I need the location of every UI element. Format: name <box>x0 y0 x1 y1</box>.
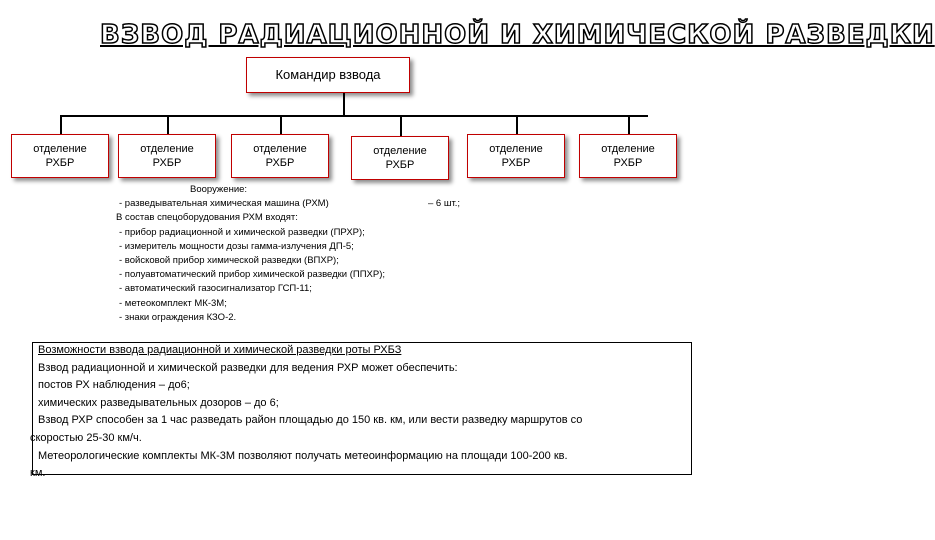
page-title: ВЗВОД РАДИАЦИОННОЙ И ХИМИЧЕСКОЙ РАЗВЕДКИ <box>100 20 935 50</box>
capabilities-line: Взвод РХР способен за 1 час разведать район площадью до 150 кв. км, или вести разведку маршрутов со <box>38 414 583 427</box>
commander-label: Командир взвода <box>275 67 381 82</box>
capabilities-line: км. <box>30 467 46 480</box>
unit-label: отделение <box>601 143 655 155</box>
capabilities-text <box>30 342 694 483</box>
connector-unit-4 <box>400 115 402 136</box>
armament-list <box>116 183 476 325</box>
capabilities-line: постов РХ наблюдения – до6; <box>38 379 190 392</box>
equipment-item: - войсковой прибор химической разведки (ВПХР); <box>119 255 339 267</box>
capabilities-line: Взвод радиационной и химической разведки для ведения РХР может обеспечить: <box>38 361 458 374</box>
unit-code: РХБР <box>613 157 643 169</box>
unit-label: отделение <box>489 143 543 155</box>
connector-unit-5 <box>516 115 518 134</box>
capabilities-line: скоростью 25-30 км/ч. <box>30 431 142 444</box>
equipment-item: - автоматический газосигнализатор ГСП-11; <box>119 283 312 295</box>
equipment-heading: В состав спецоборудования РХМ входят: <box>116 212 298 224</box>
unit-box-1 <box>11 134 109 178</box>
unit-code: РХБР <box>265 157 295 169</box>
unit-box-4 <box>351 136 449 180</box>
connector-unit-6 <box>628 115 630 134</box>
unit-code: РХБР <box>385 159 415 171</box>
unit-code: РХБР <box>501 157 531 169</box>
equipment-item: - прибор радиационной и химической разведки (ПРХР); <box>119 226 365 238</box>
unit-label: отделение <box>140 143 194 155</box>
armament-vehicle-label: - разведывательная химическая машина (РХМ) <box>119 198 329 210</box>
connector-unit-3 <box>280 115 282 134</box>
armament-vehicle-qty: – 6 шт.; <box>428 198 461 210</box>
unit-box-6 <box>579 134 677 178</box>
commander-box <box>246 57 410 93</box>
equipment-item: - полуавтоматический прибор химической разведки (ППХР); <box>119 269 386 281</box>
connector-unit-2 <box>167 115 169 134</box>
unit-label: отделение <box>253 143 307 155</box>
capabilities-line: Метеорологические комплекты МК-3М позволяют получать метеоинформацию на площади 100-200 кв. <box>38 449 568 462</box>
unit-label: отделение <box>373 145 427 157</box>
unit-code: РХБР <box>152 157 182 169</box>
armament-heading: Вооружение: <box>190 184 248 195</box>
capabilities-line: химических разведывательных дозоров – до 6; <box>38 396 279 409</box>
unit-box-3 <box>231 134 329 178</box>
connector-commander-down <box>343 93 345 115</box>
equipment-item: - измеритель мощности дозы гамма-излучения ДП-5; <box>119 240 354 252</box>
unit-box-2 <box>118 134 216 178</box>
connector-unit-1 <box>60 115 62 134</box>
equipment-item: - знаки ограждения КЗО-2. <box>119 311 237 323</box>
connector-horizontal-bar <box>60 115 648 117</box>
unit-code: РХБР <box>45 157 75 169</box>
equipment-item: - метеокомплект МК-3М; <box>119 297 227 309</box>
unit-label: отделение <box>33 143 87 155</box>
armament-vehicle <box>116 197 476 211</box>
capabilities-heading: Возможности взвода радиационной и химической разведки роты РХБЗ <box>38 344 402 356</box>
unit-box-5 <box>467 134 565 178</box>
